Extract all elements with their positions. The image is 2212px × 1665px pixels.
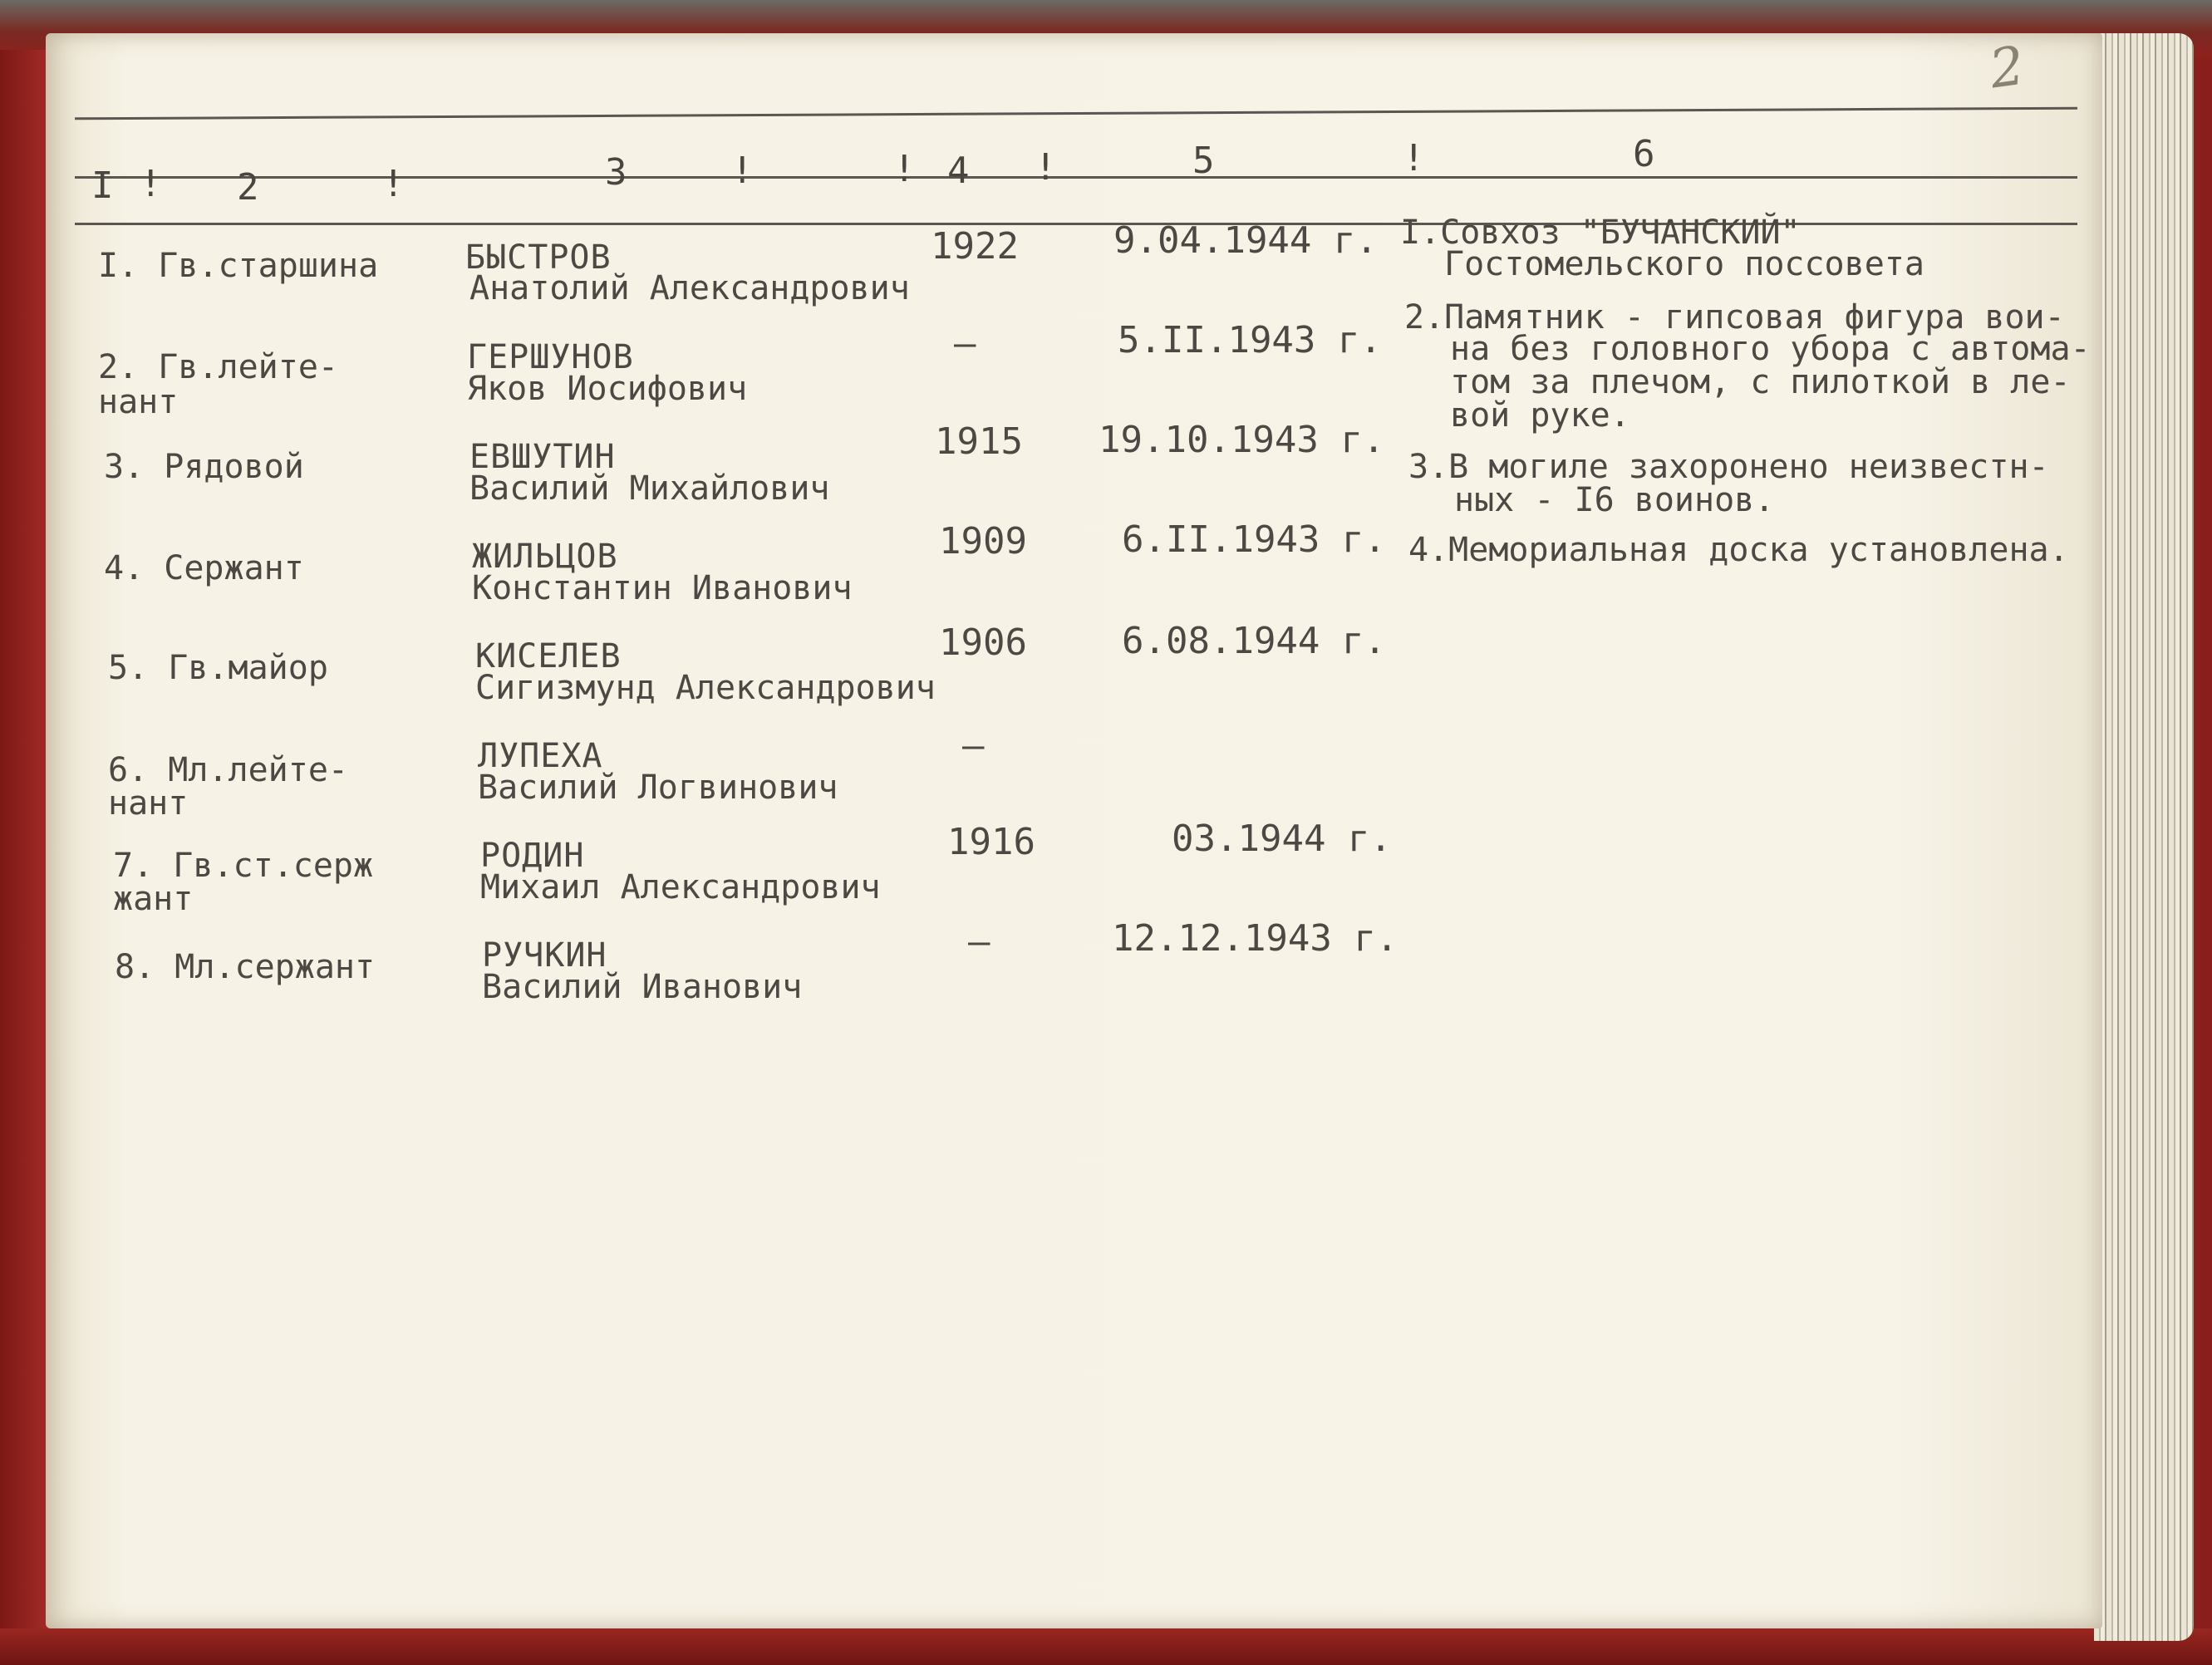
- row-2-year: —: [954, 322, 976, 365]
- header-sep: !: [382, 163, 406, 205]
- row-3-surname: ЕВШУТИН: [469, 438, 616, 476]
- row-2-rank: 2. Гв.лейте-: [98, 348, 338, 386]
- row-8-date: 12.12.1943 г.: [1112, 917, 1398, 960]
- page-number: 2: [1986, 35, 2028, 101]
- header-sep: !: [1035, 146, 1059, 189]
- header-col-4: 4: [947, 150, 971, 192]
- row-5-date: 6.08.1944 г.: [1122, 620, 1386, 662]
- note-2-line-3: том за плечом, с пилоткой в ле-: [1450, 363, 2071, 401]
- row-6-year: —: [962, 724, 985, 767]
- row-2-date: 5.II.1943 г.: [1118, 319, 1382, 361]
- note-2-line-4: вой руке.: [1450, 396, 1630, 435]
- header-col-3: 3: [605, 151, 629, 194]
- binder-cover-bottom: [0, 1628, 2212, 1665]
- header-sep: !: [893, 148, 917, 190]
- header-col-6: 6: [1633, 133, 1657, 175]
- row-8-surname: РУЧКИН: [482, 936, 607, 975]
- note-3-line-1: 3.В могиле захоронено неизвестн-: [1408, 448, 2049, 486]
- row-5-year: 1906: [939, 621, 1027, 664]
- row-6-rank: 6. Мл.лейте-: [108, 751, 348, 789]
- header-sep: !: [1403, 137, 1427, 179]
- row-7-given: Михаил Александрович: [480, 868, 881, 906]
- row-5-rank: 5. Гв.майор: [108, 649, 328, 687]
- row-6-rank-cont: нант: [108, 784, 189, 823]
- row-8-year: —: [968, 921, 990, 963]
- row-2-rank-cont: нант: [98, 383, 179, 421]
- row-3-given: Василий Михайлович: [469, 469, 830, 508]
- row-2-surname: ГЕРШУНОВ: [467, 338, 634, 376]
- row-8-rank: 8. Мл.сержант: [115, 948, 376, 986]
- row-7-year: 1916: [947, 821, 1035, 863]
- header-sep: !: [140, 163, 164, 205]
- row-5-given: Сигизмунд Александрович: [475, 669, 936, 707]
- row-4-rank: 4. Сержант: [104, 549, 304, 587]
- row-4-surname: ЖИЛЬЦОВ: [472, 538, 618, 576]
- row-1-date: 9.04.1944 г.: [1113, 219, 1378, 262]
- note-2-line-2: на без головного убора с автома-: [1450, 330, 2091, 368]
- row-1-rank: I. Гв.старшина: [98, 247, 379, 285]
- note-1-line-2: Гостомельского поссовета: [1444, 245, 1924, 283]
- row-4-date: 6.II.1943 г.: [1122, 518, 1386, 561]
- row-2-given: Яков Иосифович: [467, 370, 748, 408]
- header-col-2: 2: [237, 166, 261, 209]
- header-col-5: 5: [1192, 140, 1217, 182]
- row-8-given: Василий Иванович: [482, 968, 803, 1006]
- row-1-given: Анатолий Александрович: [469, 269, 910, 307]
- row-3-rank: 3. Рядовой: [104, 448, 304, 486]
- row-5-surname: КИСЕЛЕВ: [475, 637, 622, 675]
- row-1-year: 1922: [931, 225, 1019, 268]
- page-edges: [2094, 33, 2194, 1641]
- row-6-given: Василий Логвинович: [478, 769, 838, 807]
- table-header-rule: [75, 176, 2077, 179]
- note-4-line-1: 4.Мемориальная доска установлена.: [1408, 531, 2069, 569]
- row-6-surname: ЛУПЕХА: [478, 737, 603, 775]
- header-sep: !: [731, 150, 755, 192]
- row-3-year: 1915: [935, 420, 1023, 463]
- row-7-rank-cont: жант: [113, 880, 194, 918]
- row-7-surname: РОДИН: [480, 837, 585, 875]
- note-3-line-2: ных - I6 воинов.: [1454, 481, 1775, 519]
- row-3-date: 19.10.1943 г.: [1099, 419, 1385, 461]
- note-2-line-1: 2.Памятник - гипсовая фигура вои-: [1404, 298, 2065, 336]
- header-col-1: I: [91, 165, 116, 207]
- row-4-year: 1909: [939, 520, 1027, 562]
- row-7-date: 03.1944 г.: [1172, 818, 1392, 860]
- row-1-surname: БЫСТРОВ: [465, 238, 612, 277]
- note-1-line-1: I.Совхоз "БУЧАНСКИЙ": [1400, 214, 1801, 252]
- row-7-rank: 7. Гв.ст.серж: [113, 847, 374, 885]
- row-4-given: Константин Иванович: [472, 569, 853, 607]
